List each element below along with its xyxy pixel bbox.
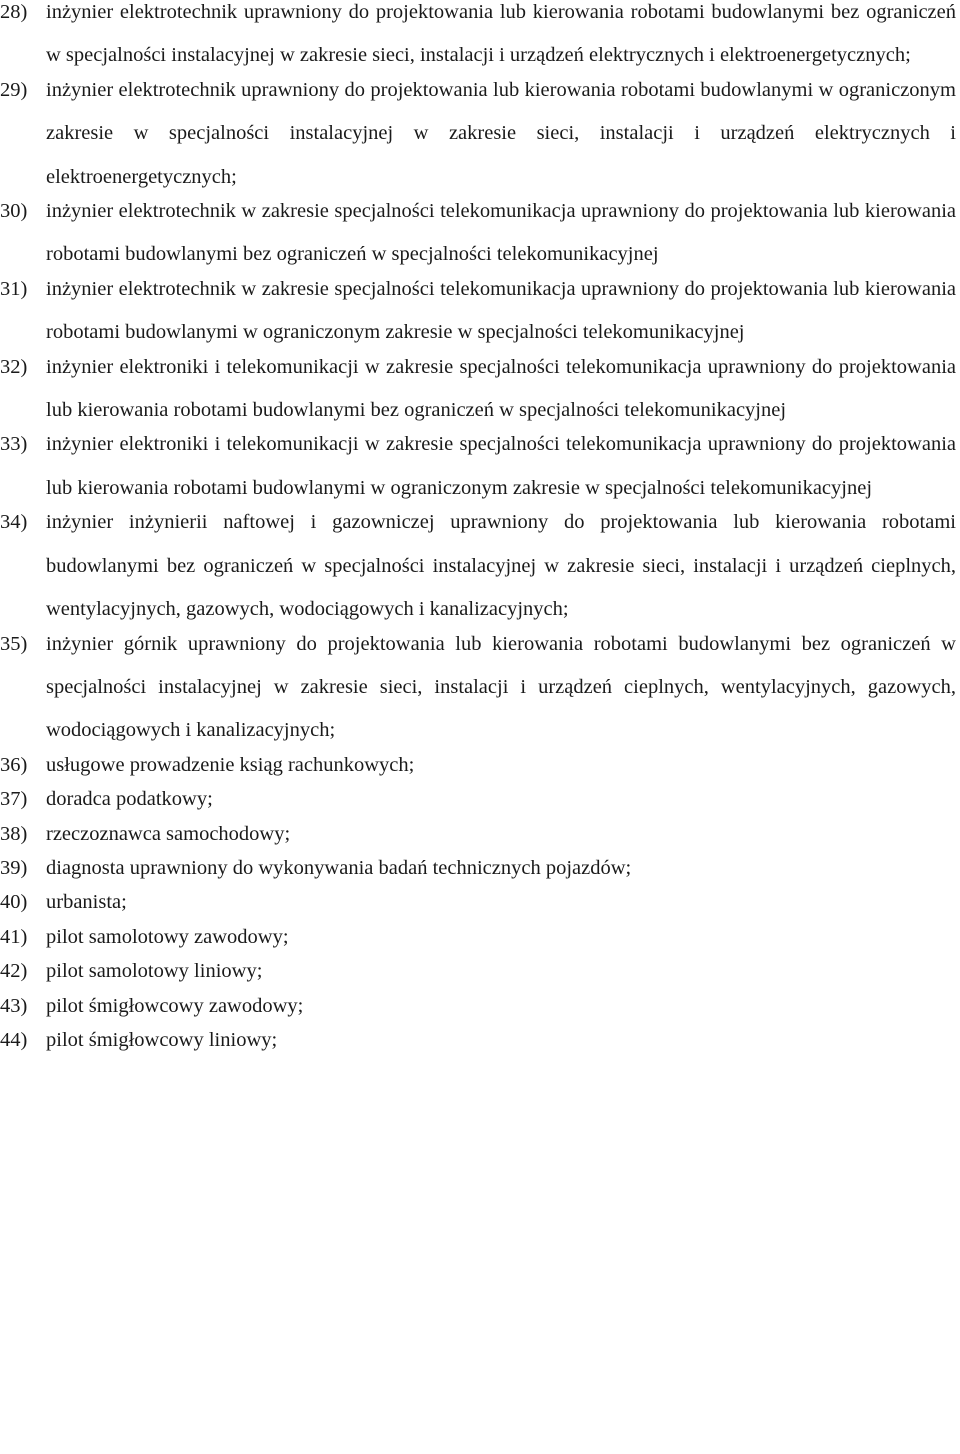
item-number: 42) (0, 960, 28, 983)
item-number: 43) (0, 994, 28, 1017)
item-number: 38) (0, 822, 28, 845)
item-text: diagnosta uprawniony do wykonywania badań technicznych pojazdów; (46, 856, 632, 879)
item-text: pilot śmigłowcowy zawodowy; (46, 994, 304, 1017)
item-text: rzeczoznawca samochodowy; (46, 822, 291, 845)
item-number: 39) (0, 856, 28, 879)
item-text: pilot samolotowy zawodowy; (46, 925, 289, 948)
item-text: pilot śmigłowcowy liniowy; (46, 1028, 278, 1051)
item-number: 36) (0, 753, 28, 776)
item-text: pilot samolotowy liniowy; (46, 960, 263, 983)
item-text: inżynier elektroniki i telekomunikacji w zakresie specjalności telekomunikacja uprawniony do projektowania lub kierowania robotami budowlanymi w ograniczonym zakresie w specjalności telekomunikacyjnej (46, 433, 956, 499)
item-number: 29) (0, 78, 28, 101)
list-item (0, 190, 960, 277)
list-item (0, 268, 960, 355)
item-number: 34) (0, 511, 28, 534)
item-text: inżynier elektrotechnik uprawniony do projektowania lub kierowania robotami budowlanymi bez ograniczeń w specjalności instalacyjnej w zakresie sieci, instalacji i urządzeń elektrycznych i elektroenergetycznych; (46, 1, 956, 67)
item-number: 32) (0, 355, 28, 378)
item-number: 44) (0, 1028, 28, 1051)
list-item (0, 623, 960, 753)
item-text: inżynier inżynierii naftowej i gazowniczej uprawniony do projektowania lub kierowania robotami budowlanymi bez ograniczeń w specjalności instalacyjnej w zakresie sieci, instalacji i urządzeń cieplnych, wentylacyjnych, gazowych, wodociągowych i kanalizacyjnych; (46, 511, 956, 621)
list-item (0, 0, 960, 78)
item-text: urbanista; (46, 891, 127, 914)
item-number: 41) (0, 925, 28, 948)
item-number: 30) (0, 200, 28, 223)
item-number: 28) (0, 1, 28, 23)
item-text: inżynier górnik uprawniony do projektowania lub kierowania robotami budowlanymi bez ograniczeń w specjalności instalacyjnej w zakresie sieci, instalacji i urządzeń cieplnych, wentylacyjnych, gazowych, wodociągowych i kanalizacyjnych; (46, 632, 956, 742)
list-item (0, 69, 960, 199)
item-text: usługowe prowadzenie ksiąg rachunkowych; (46, 753, 415, 776)
item-number: 40) (0, 891, 28, 914)
item-text: inżynier elektrotechnik uprawniony do projektowania lub kierowania robotami budowlanymi w ograniczonym zakresie w specjalności instalacyjnej w zakresie sieci, instalacji i urządzeń elektrycznych i elektroenergetycznych; (46, 78, 956, 188)
item-text: doradca podatkowy; (46, 788, 213, 811)
item-number: 31) (0, 277, 28, 300)
item-text: inżynier elektroniki i telekomunikacji w zakresie specjalności telekomunikacja uprawniony do projektowania lub kierowania robotami budowlanymi bez ograniczeń w specjalności telekomunikacyjnej (46, 355, 956, 422)
item-number: 35) (0, 632, 28, 655)
item-number: 33) (0, 433, 28, 456)
list-item (0, 1019, 960, 1062)
list-item (0, 423, 960, 510)
item-text: inżynier elektrotechnik w zakresie specjalności telekomunikacja uprawniony do projektowania lub kierowania robotami budowlanymi bez ograniczeń w specjalności telekomunikacyjnej (46, 200, 956, 266)
list-item (0, 346, 960, 433)
list-item (0, 501, 960, 631)
item-number: 37) (0, 788, 28, 811)
item-text: inżynier elektrotechnik w zakresie specjalności telekomunikacja uprawniony do projektowania lub kierowania robotami budowlanymi w ograniczonym zakresie w specjalności telekomunikacyjnej (46, 277, 956, 344)
